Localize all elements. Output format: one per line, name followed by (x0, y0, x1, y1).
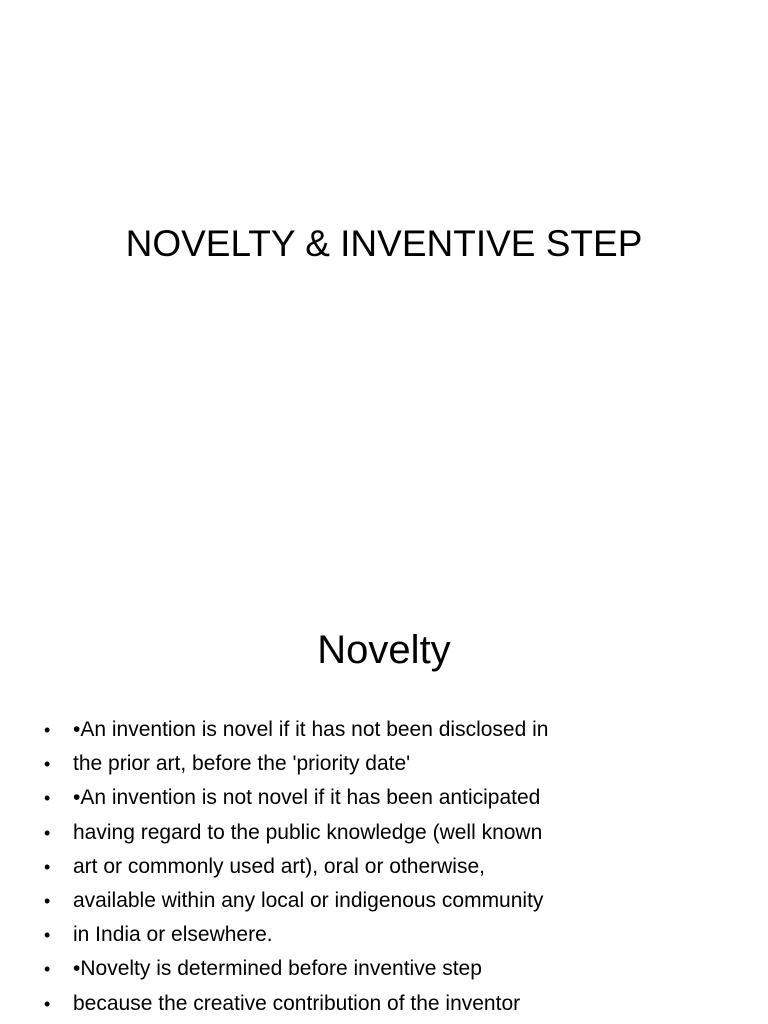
bullet-glyph: • (44, 856, 51, 877)
bullet-text: •Novelty is determined before inventive step (73, 957, 482, 981)
bullet-glyph: • (44, 754, 51, 775)
bullet-item (0, 952, 700, 986)
bullet-item (0, 816, 700, 850)
bullet-item (0, 850, 700, 884)
bullet-item (0, 987, 700, 1021)
bullet-text: the prior art, before the 'priority date' (73, 752, 411, 776)
bullet-glyph: • (44, 925, 51, 946)
bullet-text: in India or elsewhere. (73, 923, 273, 947)
bullet-glyph: • (44, 890, 51, 911)
bullet-item (0, 918, 700, 952)
slide-heading: Novelty (317, 628, 451, 672)
bullet-item (0, 884, 700, 918)
bullet-text: •An invention is novel if it has not been disclosed in (73, 718, 549, 741)
bullet-item (0, 747, 700, 781)
slide-title: NOVELTY & INVENTIVE STEP (125, 223, 643, 264)
bullet-item (0, 713, 700, 747)
bullet-text: having regard to the public knowledge (well known (73, 820, 543, 844)
bullet-glyph: • (44, 720, 51, 740)
bullet-text: art or commonly used art), oral or otherwise, (73, 854, 485, 878)
bullet-item (0, 781, 700, 815)
bullet-text: because the creative contribution of the inventor (73, 991, 521, 1015)
novelty-slide (0, 576, 768, 1024)
bullet-text: •An invention is not novel if it has been anticipated (73, 786, 541, 810)
bullet-glyph: • (44, 788, 51, 809)
bullet-glyph: • (44, 959, 51, 980)
bullet-glyph: • (44, 993, 51, 1014)
bullet-text: available within any local or indigenous community (73, 888, 544, 912)
bullet-list (0, 713, 700, 1021)
bullet-glyph: • (44, 822, 51, 843)
